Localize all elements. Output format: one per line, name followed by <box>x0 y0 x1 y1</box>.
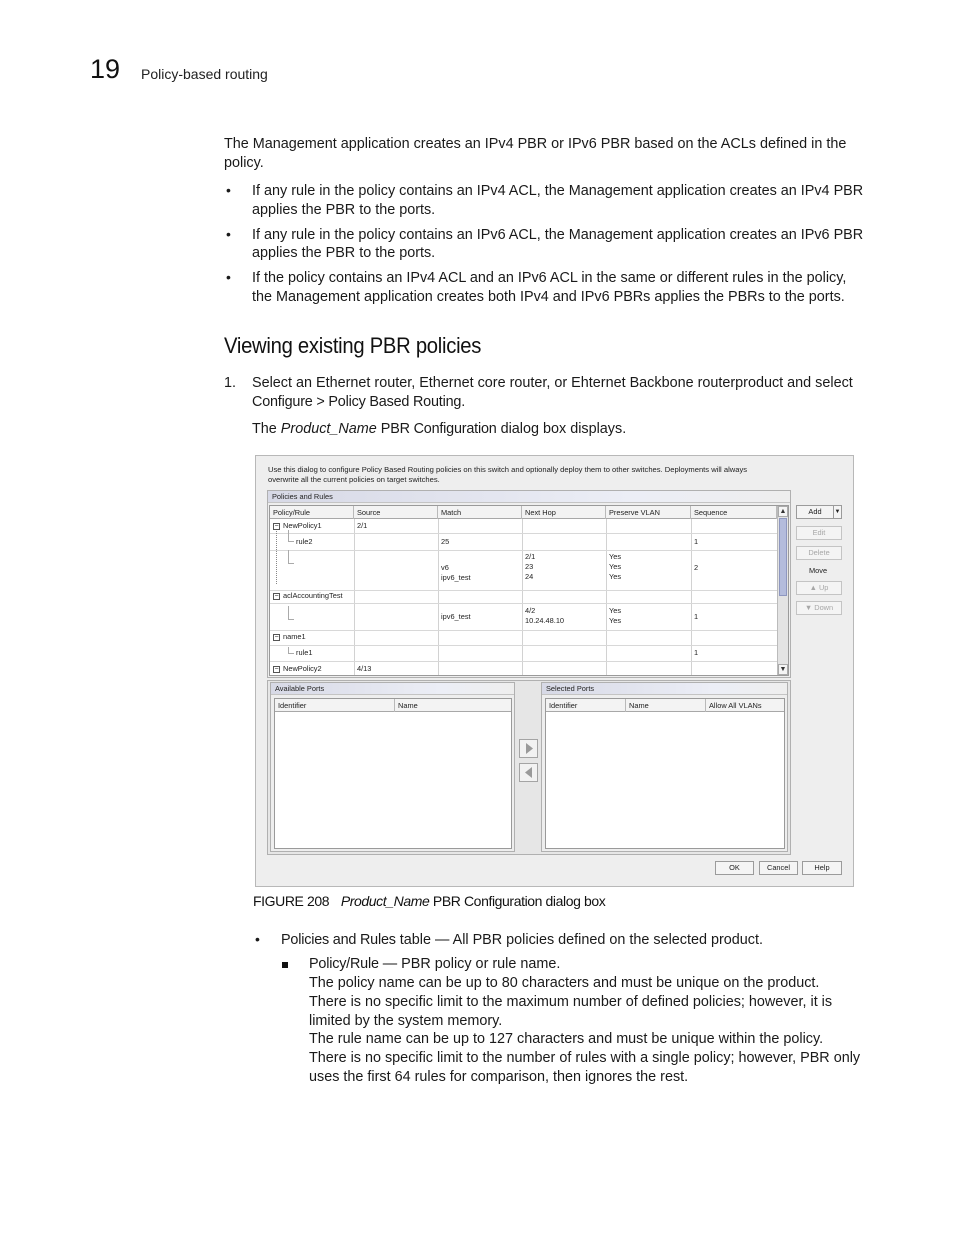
column-header[interactable]: Name <box>626 699 706 712</box>
rule-name: rule1 <box>296 648 313 657</box>
bullet-term: Policies and Rules <box>281 932 396 948</box>
bullet-line: If the policy contains an IPv4 ACL and an IPv6 ACL in the same or different rules in the policy, <box>252 270 847 286</box>
figure-title: PBR Configuration dialog box <box>429 893 606 909</box>
step-end: . <box>461 394 466 410</box>
source-cell: 2/1 <box>357 521 368 530</box>
figure-label: FIGURE 208 <box>253 893 330 909</box>
column-header[interactable]: Name <box>395 699 512 712</box>
column-header[interactable]: Preserve VLAN <box>606 506 691 519</box>
vertical-scrollbar[interactable] <box>777 506 788 676</box>
move-label: Move <box>809 566 828 575</box>
move-down-label: Down <box>814 603 834 612</box>
pbr-configuration-dialog <box>255 455 854 887</box>
column-header[interactable]: Identifier <box>275 699 395 712</box>
dialog-name-label: PBR Configuration <box>380 421 497 437</box>
available-ports-table[interactable] <box>274 698 512 849</box>
move-up-button[interactable] <box>796 581 842 595</box>
step-number: 1. <box>224 375 237 391</box>
policies-table-header <box>270 506 788 519</box>
row-divider <box>270 645 777 646</box>
sub-line: The policy name can be up to 80 characters and must be unique on the product. <box>309 975 820 991</box>
bullet-icon: • <box>255 931 260 947</box>
available-ports-header <box>275 699 511 712</box>
tree-connector <box>288 606 294 620</box>
column-header[interactable]: Source <box>354 506 438 519</box>
scroll-thumb[interactable] <box>779 518 787 596</box>
tree-connector <box>288 530 294 542</box>
policies-rules-title: Policies and Rules <box>268 491 790 503</box>
available-ports-title: Available Ports <box>271 683 514 695</box>
sequence-cell: 1 <box>694 612 699 621</box>
sub-term: Policy/Rule <box>309 956 379 972</box>
row-divider <box>270 630 777 631</box>
remove-port-button[interactable] <box>519 763 538 782</box>
result-prefix: The <box>252 421 281 437</box>
arrow-right-icon <box>520 740 537 757</box>
column-header[interactable]: Policy/Rule <box>270 506 354 519</box>
sub-line: There is no specific limit to the number of rules with a single policy; however, PBR only <box>309 1050 861 1066</box>
sub-line: limited by the system memory. <box>309 1013 503 1029</box>
column-header[interactable]: Allow All VLANs <box>706 699 785 712</box>
bullet-line: applies the PBR to the ports. <box>252 245 436 261</box>
square-bullet-icon <box>282 962 288 968</box>
dialog-intro-line: overwrite all the current policies on target switches. <box>268 475 440 484</box>
move-down-button[interactable] <box>796 601 842 615</box>
arrow-left-icon <box>520 764 537 781</box>
intro-paragraph-line: policy. <box>224 155 264 171</box>
match-cell: v6 ipv6_test <box>441 563 471 582</box>
selected-ports-panel <box>541 682 788 852</box>
row-divider <box>270 590 777 591</box>
delete-button[interactable]: Delete <box>796 546 842 560</box>
dialog-intro <box>268 465 828 485</box>
selected-ports-title: Selected Ports <box>542 683 787 695</box>
row-divider <box>270 533 777 534</box>
available-ports-panel <box>270 682 515 852</box>
menu-path-label: Configure > Policy Based Routing <box>252 394 462 410</box>
selected-ports-table[interactable] <box>545 698 785 849</box>
add-dropdown-icon[interactable]: ▼ <box>833 505 842 519</box>
column-divider <box>691 519 692 676</box>
bullet-icon: • <box>226 269 231 285</box>
step-result <box>252 420 626 439</box>
help-button[interactable]: Help <box>802 861 842 875</box>
sub-text: — PBR policy or rule name. <box>378 956 561 972</box>
figure-caption <box>253 893 605 909</box>
scroll-down-icon[interactable]: ▼ <box>779 666 787 673</box>
next-hop-cell: 4/2 10.24.48.10 <box>525 606 565 625</box>
figure-italic: Product_Name <box>340 893 430 909</box>
source-cell: 4/13 <box>357 664 372 673</box>
bullet-line: If any rule in the policy contains an IPv6 ACL, the Management application creates an IPv6 PBR <box>252 227 864 243</box>
policy-name: aclAccountingTest <box>283 591 343 600</box>
collapse-icon[interactable]: − <box>274 634 279 641</box>
bullet-line: If any rule in the policy contains an IPv4 ACL, the Management application creates an IPv4 PBR <box>252 183 864 199</box>
row-divider <box>270 603 777 604</box>
column-divider <box>606 519 607 676</box>
row-divider <box>270 550 777 551</box>
add-button[interactable]: Add <box>796 505 834 519</box>
match-cell: ipv6_test <box>441 612 471 621</box>
sub-line: There is no specific limit to the maximum number of defined policies; however, it is <box>309 994 833 1010</box>
bullet-icon: • <box>226 182 231 198</box>
bullet-line: the Management application creates both IPv4 and IPv6 PBRs applies the PBRs to the ports. <box>252 289 845 305</box>
row-divider <box>270 661 777 662</box>
policies-table[interactable] <box>269 505 789 676</box>
intro-paragraph-line: The Management application creates an IPv4 PBR or IPv6 PBR based on the ACLs defined in the <box>224 136 847 152</box>
up-arrow-icon: ▲ <box>809 583 819 592</box>
collapse-icon[interactable]: − <box>274 593 279 600</box>
tree-connector <box>288 550 294 564</box>
chapter-number: 19 <box>90 54 121 84</box>
sequence-cell: 2 <box>694 563 699 572</box>
next-hop-cell: 2/1 23 24 <box>525 552 536 581</box>
collapse-icon[interactable]: − <box>274 666 279 673</box>
details-bullet <box>281 931 763 950</box>
sequence-cell: 1 <box>694 648 699 657</box>
step-menu-path <box>252 393 465 412</box>
bullet-icon: • <box>226 226 231 242</box>
tree-connector <box>276 528 277 584</box>
policies-rules-panel <box>267 490 791 678</box>
sub-bullet <box>309 955 560 974</box>
scroll-up-icon[interactable]: ▲ <box>779 508 787 515</box>
edit-button[interactable]: Edit <box>796 526 842 540</box>
match-cell: 25 <box>441 537 450 546</box>
column-divider <box>522 519 523 676</box>
policy-name: name1 <box>283 632 306 641</box>
bullet-text: table — All PBR policies defined on the selected product. <box>395 932 763 948</box>
move-up-label: Up <box>818 583 829 592</box>
bullet-line: applies the PBR to the ports. <box>252 202 436 218</box>
sub-line: The rule name can be up to 127 characters and must be unique within the policy. <box>309 1031 824 1047</box>
sub-line: uses the first 64 rules for comparison, then ignores the rest. <box>309 1069 689 1085</box>
collapse-icon[interactable]: − <box>274 523 279 530</box>
column-divider <box>354 519 355 676</box>
preserve-vlan-cell: Yes Yes <box>609 606 622 625</box>
sequence-cell: 1 <box>694 537 699 546</box>
chapter-title: Policy-based routing <box>141 66 268 82</box>
column-header[interactable]: Next Hop <box>522 506 606 519</box>
column-header[interactable]: Sequence <box>691 506 777 519</box>
policy-name: NewPolicy1 <box>283 521 322 530</box>
ok-button[interactable]: OK <box>715 861 754 875</box>
selected-ports-header <box>546 699 784 712</box>
product-name-label: Product_Name <box>280 421 377 437</box>
policy-name: NewPolicy2 <box>283 664 322 673</box>
dialog-intro-line: Use this dialog to configure Policy Based Routing policies on this switch and optionally deploy them to other switches. Deployments will always <box>268 465 748 474</box>
step-text: Select an Ethernet router, Ethernet core router, or Ehternet Backbone routerproduct and select <box>252 375 853 391</box>
result-suffix: dialog box displays. <box>496 421 627 437</box>
column-header[interactable]: Match <box>438 506 522 519</box>
down-arrow-icon: ▼ <box>804 603 815 612</box>
preserve-vlan-cell: Yes Yes Yes <box>609 552 622 581</box>
section-heading: Viewing existing PBR policies <box>224 333 482 358</box>
column-header[interactable]: Identifier <box>546 699 626 712</box>
add-port-button[interactable] <box>519 739 538 758</box>
cancel-button[interactable]: Cancel <box>759 861 798 875</box>
tree-connector <box>288 647 294 654</box>
ports-area <box>267 680 791 855</box>
rule-name: rule2 <box>296 537 313 546</box>
column-divider <box>438 519 439 676</box>
